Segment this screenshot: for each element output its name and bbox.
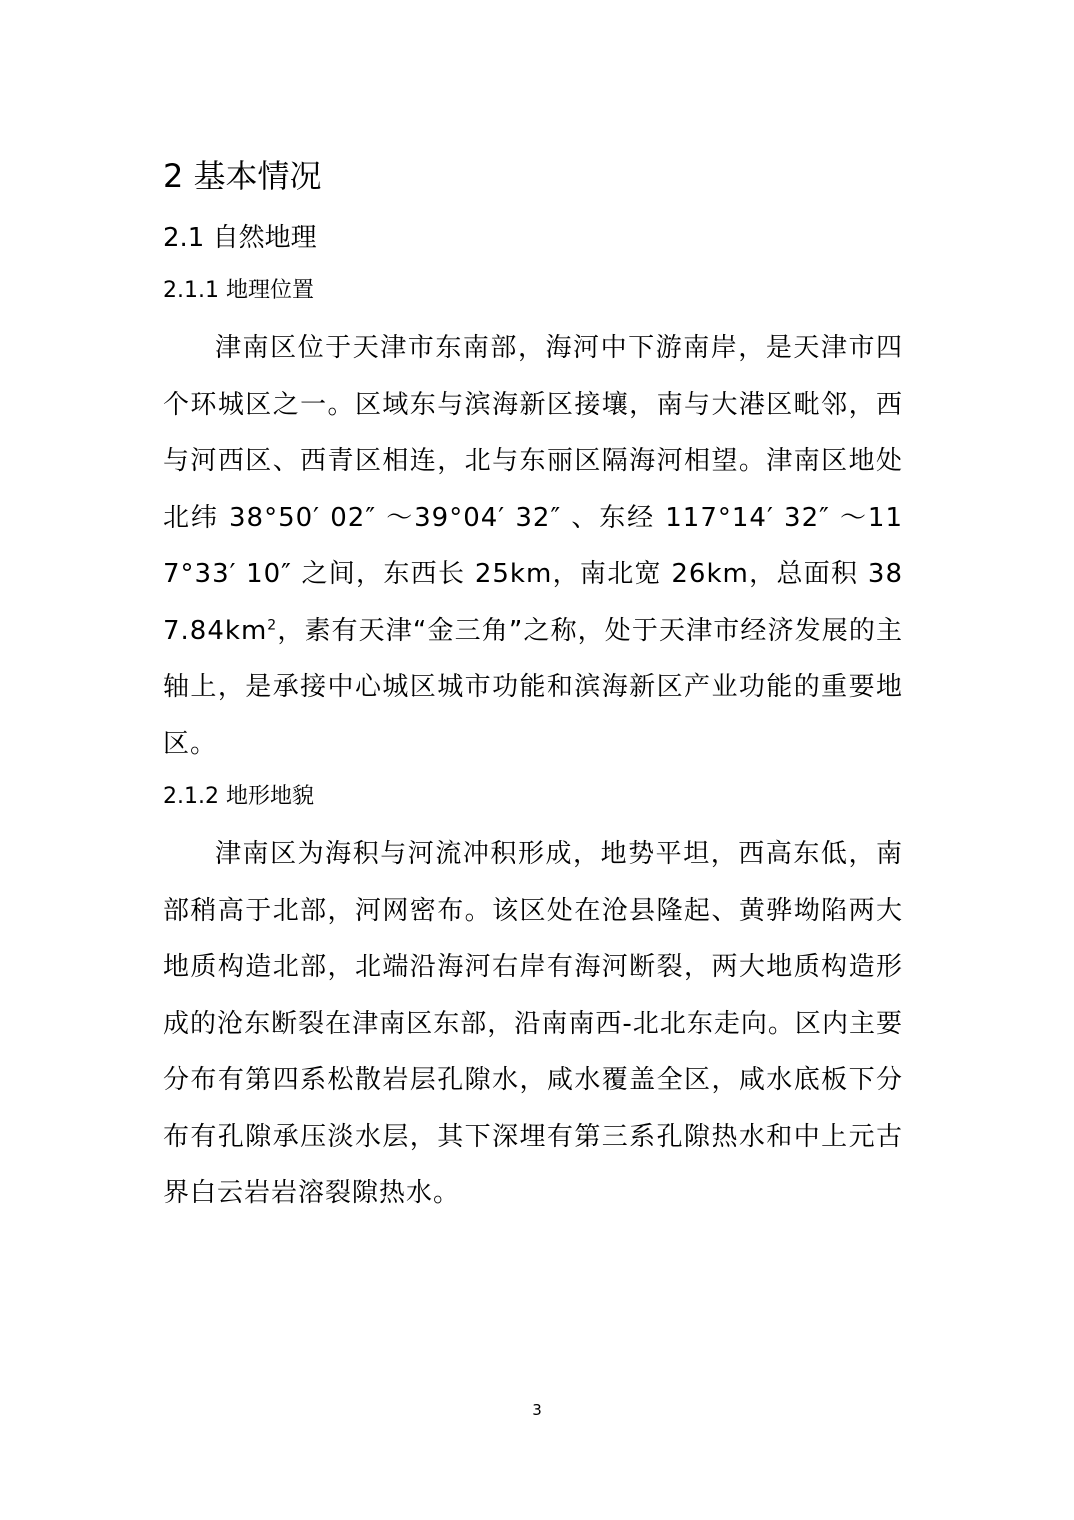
- location-text-part-1: 津南区位于天津市东南部，海河中下游南岸，是天津市四个环城区之一。区域东与滨海新区接壤，南与大港区毗邻，西与河西区、西青区相连，北与东丽区隔海河相望。津南区地处北纬 38°50′ 02″ ～39°04′ 32″ 、东经 117°14′ 32″ ～117°33′ 10″ 之间，东西长 25km，南北宽 26km，总面积 387.84km: [163, 333, 903, 646]
- location-paragraph: [163, 320, 903, 772]
- terrain-paragraph: 津南区为海积与河流冲积形成，地势平坦，西高东低，南部稍高于北部，河网密布。该区处在沧县隆起、黄骅坳陷两大地质构造北部，北端沿海河右岸有海河断裂，两大地质构造形成的沧东断裂在津南区东部，沿南南西-北北东走向。区内主要分布有第四系松散岩层孔隙水，咸水覆盖全区，咸水底板下分布有孔隙承压淡水层，其下深埋有第三系孔隙热水和中上元古界白云岩岩溶裂隙热水。: [163, 839, 903, 1208]
- section-title: 2 基本情况: [163, 157, 322, 195]
- location-text-part-2: ，素有天津“金三角”之称，处于天津市经济发展的主轴上，是承接中心城区城市功能和滨海新区产业功能的重要地区。: [163, 615, 903, 759]
- page-number: 3: [532, 1401, 542, 1419]
- area-unit-superscript: 2: [267, 616, 278, 633]
- terrain-heading: 2.1.2 地形地貌: [163, 784, 314, 809]
- document-body: [163, 150, 903, 1228]
- subsection-title: 2.1 自然地理: [163, 223, 317, 253]
- location-heading: 2.1.1 地理位置: [163, 278, 314, 303]
